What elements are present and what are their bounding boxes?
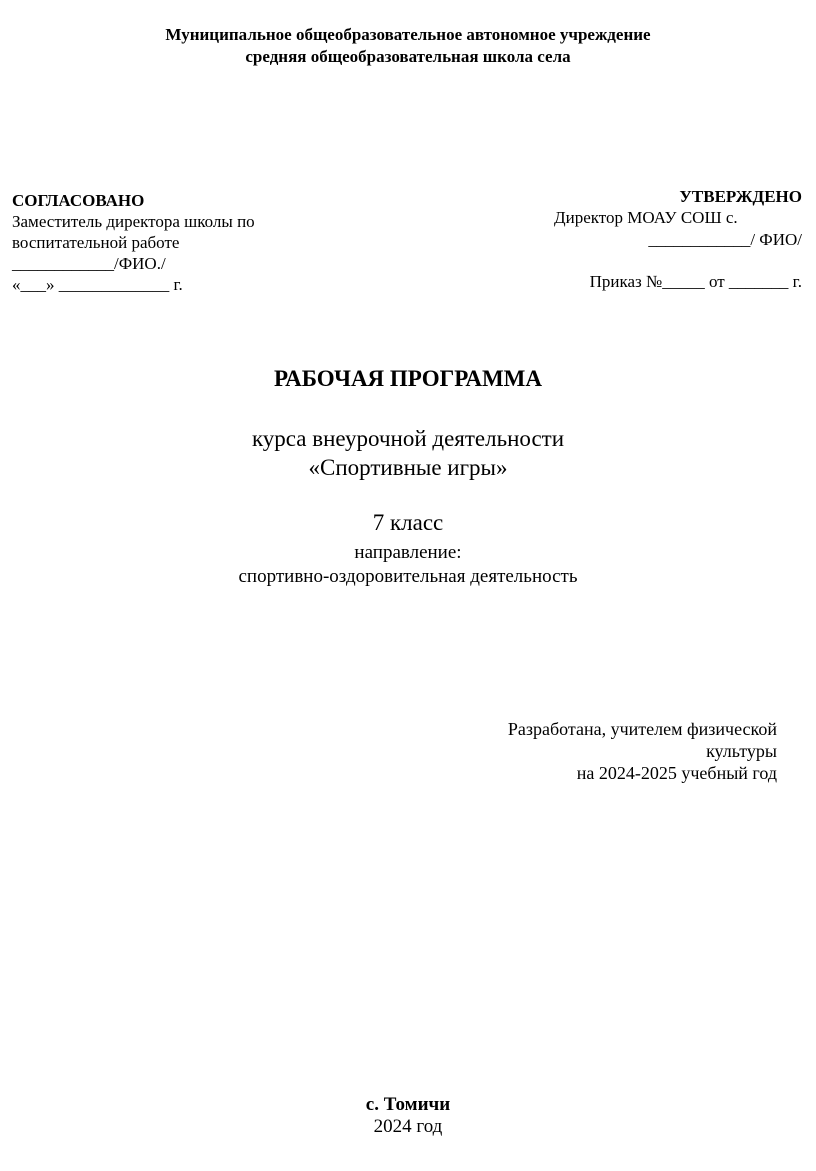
agreed-heading: СОГЛАСОВАНО [12,191,145,210]
agreed-block [12,190,255,295]
program-title: РАБОЧАЯ ПРОГРАММА [273,366,542,391]
institution-name-line1: Муниципальное общеобразовательное автономное учреждение [165,25,651,44]
agreed-date-line: «___» _____________ г. [12,275,183,294]
approved-heading: УТВЕРЖДЕНО [679,187,802,206]
agreed-position-line2: воспитательной работе [12,233,180,252]
footer-year: 2024 год [373,1116,443,1137]
institution-name-line2: средняя общеобразовательная школа села [245,47,571,66]
grade: 7 класс [372,510,444,535]
approved-director-line: Директор МОАУ СОШ с. [554,208,738,227]
approved-order-line: Приказ №_____ от _______ г. [589,272,802,291]
developer-line1: Разработана, учителем физической [507,719,777,739]
agreed-position-line1: Заместитель директора школы по [12,212,255,231]
course-name: «Спортивные игры» [308,455,508,480]
direction-label: направление: [354,542,462,563]
developer-line2: культуры [706,741,777,761]
developer-block [508,718,777,784]
footer-place: с. Томичи [365,1094,451,1115]
developer-line3: на 2024-2025 учебный год [576,763,777,783]
direction-value: спортивно-оздоровительная деятельность [238,566,578,587]
approved-signature-line: ____________/ ФИО/ [648,230,802,249]
course-type: курса внеурочной деятельности [251,426,565,451]
agreed-signature-line: ____________/ФИО./ [12,254,166,273]
